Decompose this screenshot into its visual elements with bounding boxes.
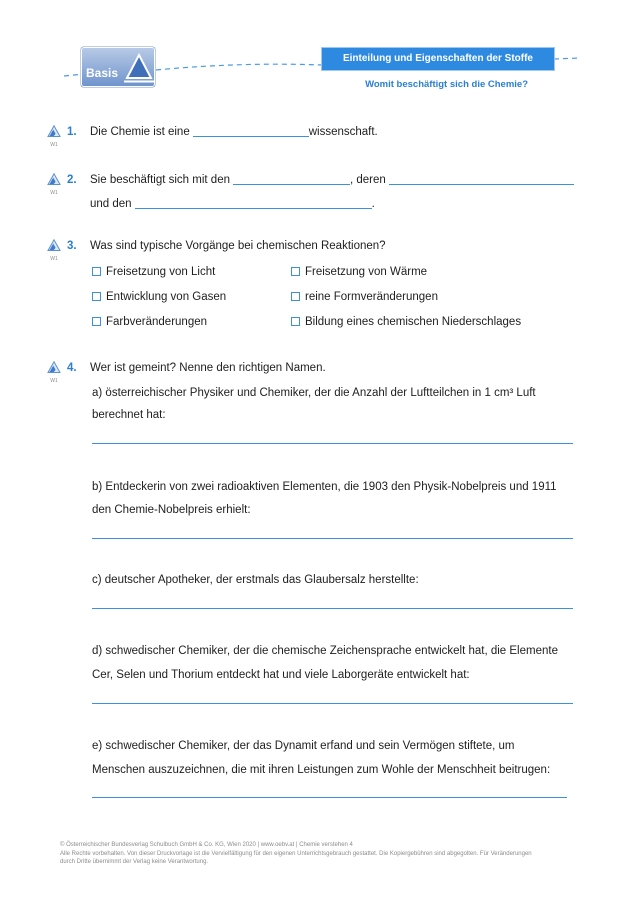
item-e-line-1: e) schwedischer Chemiker, der das Dynamit erfand und sein Vermögen stiftete, um xyxy=(92,740,515,752)
option-item[interactable] xyxy=(291,315,521,329)
question-number: 3. xyxy=(67,240,77,252)
pyramid-level-icon xyxy=(47,173,61,185)
empty-checkbox[interactable] xyxy=(291,267,300,276)
dashed-rule-right xyxy=(554,58,580,59)
option-item[interactable] xyxy=(92,265,215,279)
question-3-prompt: Was sind typische Vorgänge bei chemischen Reaktionen? xyxy=(90,240,386,252)
question-1-after-blank: wissenschaft. xyxy=(308,126,378,138)
option-label: Freisetzung von Wärme xyxy=(305,266,428,278)
question-2-line-2 xyxy=(90,197,375,211)
fill-in-blank[interactable] xyxy=(389,174,574,185)
empty-checkbox[interactable] xyxy=(291,292,300,301)
empty-checkbox[interactable] xyxy=(92,267,101,276)
option-item[interactable] xyxy=(291,265,427,279)
question-2-line-2-start: und den xyxy=(90,198,132,210)
question-number: 4. xyxy=(67,362,77,374)
option-label: Entwicklung von Gasen xyxy=(106,291,227,303)
option-item[interactable] xyxy=(92,315,207,329)
answer-line-c[interactable] xyxy=(92,608,573,609)
item-c-line-1: c) deutscher Apotheker, der erstmals das Glaubersalz herstellte: xyxy=(92,574,419,586)
pyramid-level-icon xyxy=(47,239,61,251)
question-1-before-blank: Die Chemie ist eine xyxy=(90,126,190,138)
fill-in-blank[interactable] xyxy=(193,126,309,137)
option-label: reine Formveränderungen xyxy=(305,291,438,303)
fill-in-blank[interactable] xyxy=(233,174,350,185)
question-number: 1. xyxy=(67,126,77,138)
pyramid-level-icon xyxy=(47,361,61,373)
footer-rights-continued: durch Dritte übernimmt der Verlag keine Verantwortung. xyxy=(60,859,209,865)
question-2-line-1-start: Sie beschäftigt sich mit den xyxy=(90,174,230,186)
item-a-line-1: a) österreichischer Physiker und Chemiker, der die Anzahl der Luftteilchen in 1 cm³ Luft xyxy=(92,387,536,399)
footer-copyright: © Österreichischer Bundesverlag Schulbuch GmbH & Co. KG, Wien 2020 | www.oebv.at | Chemie verstehen 4 xyxy=(60,842,353,848)
dashed-rule-middle xyxy=(156,64,322,70)
level-label: W1 xyxy=(50,142,58,148)
option-label: Farbveränderungen xyxy=(106,316,208,328)
item-d-line-2: Cer, Selen und Thorium entdeckt hat und viele Laborgeräte entwickelt hat: xyxy=(92,669,470,681)
pyramid-level-icon xyxy=(47,125,61,137)
item-a-line-2: berechnet hat: xyxy=(92,409,166,421)
question-number: 2. xyxy=(67,174,77,186)
empty-checkbox[interactable] xyxy=(92,317,101,326)
question-2-line-1 xyxy=(90,173,574,187)
empty-checkbox[interactable] xyxy=(92,292,101,301)
question-1-text xyxy=(90,125,378,139)
answer-line-e[interactable] xyxy=(92,797,567,798)
answer-line-a[interactable] xyxy=(92,443,573,444)
chapter-banner: Einteilung und Eigenschaften der Stoffe xyxy=(322,48,554,70)
basis-logo xyxy=(80,46,156,88)
option-item[interactable] xyxy=(92,290,226,304)
question-4-prompt: Wer ist gemeint? Nenne den richtigen Namen. xyxy=(90,362,326,374)
level-label: W1 xyxy=(50,190,58,196)
answer-line-d[interactable] xyxy=(92,703,573,704)
logo-label: Basis xyxy=(86,66,119,80)
option-label: Freisetzung von Licht xyxy=(106,266,216,278)
item-d-line-1: d) schwedischer Chemiker, der die chemische Zeichensprache entwickelt hat, die Elemente xyxy=(92,645,558,657)
empty-checkbox[interactable] xyxy=(291,317,300,326)
section-subtitle: Womit beschäftigt sich die Chemie? xyxy=(365,79,528,90)
option-label: Bildung eines chemischen Niederschlages xyxy=(305,316,522,328)
level-label: W1 xyxy=(50,256,58,262)
answer-line-b[interactable] xyxy=(92,538,573,539)
item-e-line-2: Menschen auszuzeichnen, die mit ihren Leistungen zum Wohle der Menschheit beitrugen: xyxy=(92,764,551,776)
question-2-line-1-middle: , deren xyxy=(350,174,386,186)
level-label: W1 xyxy=(50,378,58,384)
item-b-line-1: b) Entdeckerin von zwei radioaktiven Elementen, die 1903 den Physik-Nobelpreis und 1911 xyxy=(92,481,557,493)
footer-rights: Alle Rechte vorbehalten. Von dieser Druckvorlage ist die Vervielfältigung für den eigenen Unterrichtsgebrauch gestattet. Die Kopiergebühren sind abgegolten. Für Veränderungen xyxy=(60,851,532,857)
question-2-line-2-end: . xyxy=(371,198,375,210)
item-b-line-2: den Chemie-Nobelpreis erhielt: xyxy=(92,504,251,516)
option-item[interactable] xyxy=(291,290,438,304)
fill-in-blank[interactable] xyxy=(135,198,372,209)
